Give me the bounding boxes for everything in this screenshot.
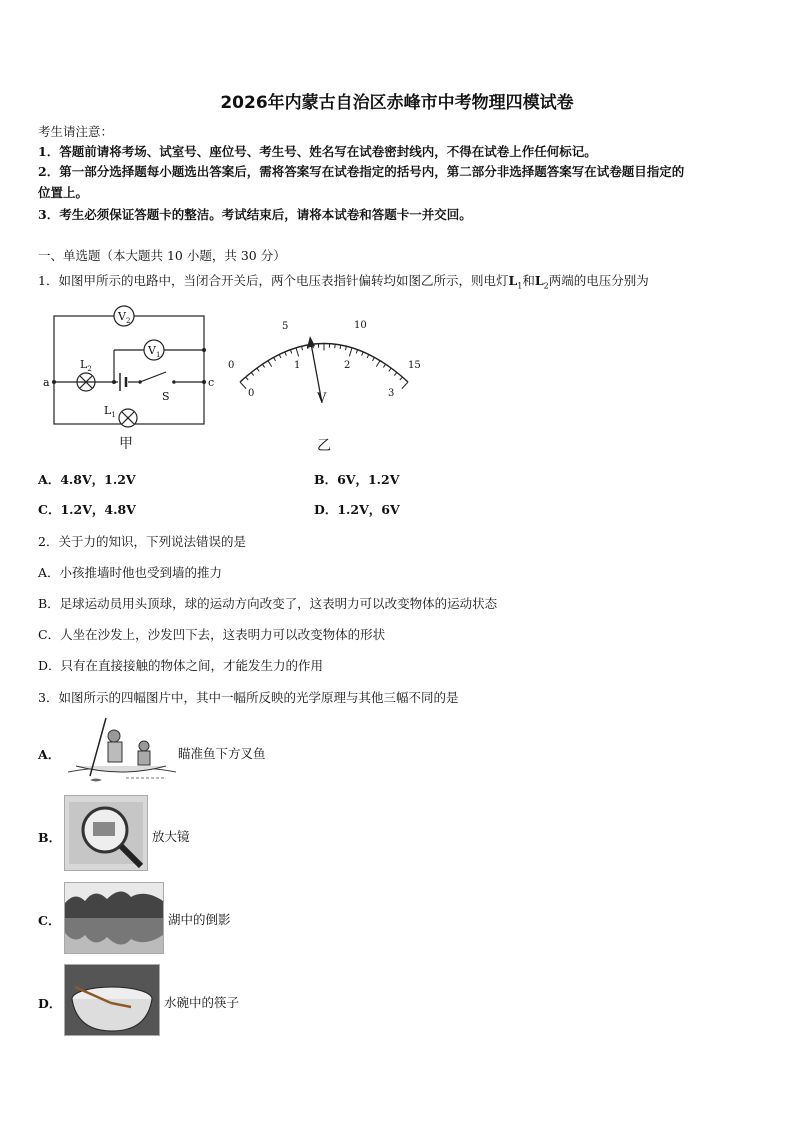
meter-tick [296, 348, 299, 357]
meter-tick [372, 357, 374, 361]
bottom-tick-label: 2 [344, 360, 351, 371]
q3-option-a-letter[interactable]: A． [38, 747, 61, 762]
section-heading: 一、单选题（本大题共 10 小题，共 30 分） [38, 248, 286, 263]
circuit-diagram [40, 305, 220, 455]
q3-option-c-letter[interactable]: C． [38, 913, 61, 928]
q1-option-d[interactable]: D．1.2V，6V [314, 502, 400, 517]
question-1-stem: 1．如图甲所示的电路中，当闭合开关后，两个电压表指针偏转均如图乙所示，则电灯$L_1$和$L_2$两端的电压分别为 [38, 273, 649, 291]
meter-tick [302, 346, 303, 350]
svg-text:L2: $L_2$ [80, 358, 92, 373]
meter-tick [240, 382, 246, 389]
meter-tick [268, 361, 272, 367]
top-tick-label: 5 [282, 321, 289, 332]
fishing-image [66, 716, 178, 782]
svg-text:V: V [317, 391, 327, 406]
meter-tick [257, 368, 259, 371]
lake-reflection-image [64, 882, 164, 954]
meter-tick [246, 377, 249, 380]
q3-option-a-caption: 瞄准鱼下方叉鱼 [178, 746, 266, 761]
svg-text:c: c [208, 376, 215, 389]
meter-tick [394, 372, 396, 375]
meter-tick [383, 364, 385, 367]
meter-tick [389, 368, 391, 371]
top-tick-label: 15 [408, 360, 421, 371]
notice-item: 1．答题前请将考场、试室号、座位号、考生号、姓名写在试卷密封线内，不得在试卷上作任何标记。 [38, 144, 597, 159]
q3-option-c-caption: 湖中的倒影 [168, 912, 231, 927]
page-title: 2026年内蒙古自治区赤峰市中考物理四模试卷 [220, 93, 574, 113]
svg-text:S: S [162, 390, 170, 403]
svg-text:V2: $V_2$ [118, 310, 131, 325]
bottom-tick-label: 0 [248, 388, 255, 399]
meter-tick [349, 348, 352, 357]
meter-tick [345, 346, 346, 350]
bowl-chopsticks-image [64, 964, 160, 1036]
q2-option-d[interactable]: D．只有在直接接触的物体之间，才能发生力的作用 [38, 658, 324, 673]
q3-option-d-letter[interactable]: D． [38, 996, 62, 1011]
q2-option-a[interactable]: A．小孩推墙时他也受到墙的推力 [38, 565, 223, 580]
q2-option-b[interactable]: B．足球运动员用头顶球，球的运动方向改变了，这表明力可以改变物体的运动状态 [38, 596, 498, 611]
meter-tick [356, 350, 357, 354]
notice-item: 3．考生必须保证答题卡的整洁。考试结束后，请将本试卷和答题卡一并交回。 [38, 207, 472, 222]
meter-tick [290, 350, 291, 354]
meter-tick [400, 377, 403, 380]
q3-option-d-caption: 水碗中的筷子 [164, 995, 240, 1010]
bottom-tick-label: 1 [294, 360, 301, 371]
meter-tick [340, 345, 341, 349]
question-3-stem: 3．如图所示的四幅图片中，其中一幅所反映的光学原理与其他三幅不同的是 [38, 690, 459, 705]
notice-item: 位置上。 [38, 185, 89, 200]
meter-tick [251, 372, 253, 375]
svg-text:L1: $L_1$ [104, 404, 116, 419]
q1-option-c[interactable]: C．1.2V，4.8V [38, 502, 136, 517]
q1-option-b[interactable]: B．6V，1.2V [314, 472, 400, 487]
meter-tick [367, 354, 369, 358]
svg-text:V1: $V_1$ [148, 344, 161, 359]
question-2-stem: 2．关于力的知识，下列说法错误的是 [38, 534, 246, 549]
meter-tick [274, 357, 276, 361]
meter-tick [376, 361, 380, 367]
voltmeter-dial [222, 310, 427, 455]
notice-heading: 考生请注意： [38, 124, 114, 139]
meter-tick [285, 352, 287, 356]
magnifier-image [64, 795, 148, 871]
svg-text:乙: 乙 [317, 438, 331, 454]
meter-tick [362, 352, 364, 356]
top-tick-label: 0 [228, 360, 235, 371]
notice-item: 2．第一部分选择题每小题选出答案后，需将答案写在试卷指定的括号内，第二部分非选择题答案写在试卷题目指定的 [38, 164, 685, 179]
q1-option-a[interactable]: A．4.8V，1.2V [38, 472, 136, 487]
top-tick-label: 10 [354, 320, 367, 331]
svg-text:a: a [43, 376, 50, 389]
bottom-tick-label: 3 [388, 388, 395, 399]
q3-option-b-letter[interactable]: B． [38, 830, 62, 845]
meter-tick [279, 354, 281, 358]
q3-option-b-caption: 放大镜 [152, 829, 190, 844]
svg-text:甲: 甲 [119, 436, 133, 452]
meter-tick [262, 364, 264, 367]
meter-tick [402, 382, 408, 389]
q2-option-c[interactable]: C．人坐在沙发上，沙发凹下去，这表明力可以改变物体的形状 [38, 627, 386, 642]
